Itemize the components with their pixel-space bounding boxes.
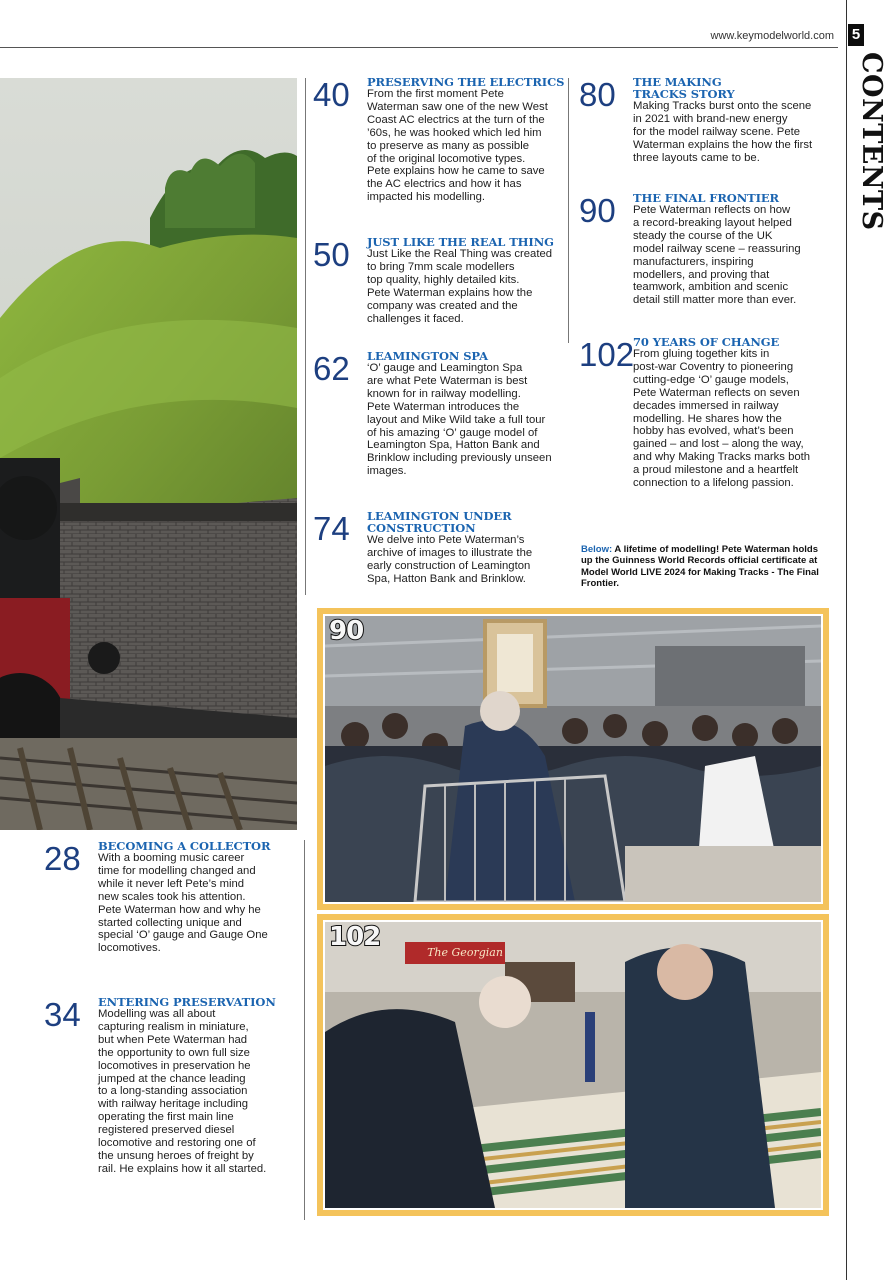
photo-guinness-certificate [323,614,823,904]
photo-caption [581,544,821,590]
column-rule-right [568,78,569,343]
column-rule-bottom [304,840,305,1220]
entry-description: Pete Waterman reflects on how a record-breaking layout helped steady the course of the UK model railway scene – reassuring manufacturers, inspiring modellers, and proving that teamwork, ambition and scenic detail still matter more than ever. [633,204,801,307]
entry-number: 74 [313,510,350,547]
entry-description: We delve into Pete Waterman’s archive of images to illustrate the early construction of Leamington Spa, Hatton Bank and Brinklow. [367,534,533,585]
entry-number: 28 [44,840,81,877]
entry-title: BECOMING A COLLECTOR [98,839,271,853]
contents-entry-28[interactable] [44,840,296,955]
section-label: CONTENTS [856,52,887,231]
photo-badge-90: 90 [329,616,364,646]
entry-description: From the first moment Pete Waterman saw one of the new West Coast AC electrics at the turn of the ’60s, he was hooked which led him to preserve as many as possible of the original locomotive types. Pete explains how he came to save the AC electrics and how it has impacted his modelling. [367,88,548,204]
website-url[interactable]: www.keymodelworld.com [710,30,834,42]
contents-entry-74[interactable] [313,510,565,586]
entry-number: 90 [579,192,616,229]
header-rule [0,47,838,48]
entry-number: 80 [579,76,616,113]
caption-text: A lifetime of modelling! Pete Waterman holds up the Guinness World Records official certificate at Model World LIVE 2024 for Making Tracks - The Final Frontier. [581,544,819,590]
caption-lead: Below: [581,544,613,555]
entry-title: THE FINAL FRONTIER [633,191,779,205]
contents-entry-40[interactable] [313,76,565,204]
shop-sign: The Georgian [427,946,503,959]
contents-entry-50[interactable] [313,236,565,325]
entry-title: 70 YEARS OF CHANGE [633,335,780,349]
page-number: 5 [848,24,864,46]
contents-entry-80[interactable] [579,76,841,165]
entry-title: PRESERVING THE ELECTRICS [367,75,565,89]
entry-number: 34 [44,996,81,1033]
entry-title: LEAMINGTON UNDER CONSTRUCTION [367,509,512,535]
entry-description: With a booming music career time for modelling changed and while it never left Pete’s mind new scales took his attention. Pete Waterman how and why he started collecting unique and special ‘O’ gauge and Gauge One locomotives. [98,852,268,955]
entry-description: From gluing together kits in post-war Coventry to pioneering cutting-edge ‘O’ gauge models, Pete Waterman reflects on seven decades immersed in railway modelling. He shares how the hobby has evolved, what’s been gained – and lost – along the way, and why Making Tracks marks both a proud milestone and a heartfelt connection to a lifelong passion. [633,348,811,490]
entry-title: THE MAKING TRACKS STORY [633,75,735,101]
entry-title: ENTERING PRESERVATION [98,995,276,1009]
contents-entry-34[interactable] [44,996,296,1176]
side-rule [846,0,847,1280]
entry-number: 40 [313,76,350,113]
contents-entry-90[interactable] [579,192,841,307]
entry-title: LEAMINGTON SPA [367,349,488,363]
contents-entry-102[interactable] [579,336,841,490]
entry-number: 62 [313,350,350,387]
photo-frame-102 [317,914,829,1216]
contents-entry-62[interactable] [313,350,565,478]
entry-description: Making Tracks burst onto the scene in 2021 with brand-new energy for the model railway scene. Pete Waterman explains the how the first three layouts came to be. [633,100,813,164]
entry-description: Modelling was all about capturing realism in miniature, but when Pete Waterman had the opportunity to own full size locomotives in preservation he jumped at the chance leading to a long-standing association with railway heritage including operating the first main line registered preserved diesel locomotive and restoring one of the unsung heroes of freight by rail. He explains how it all started. [98,1008,267,1175]
entry-number: 50 [313,236,350,273]
photo-frame-90 [317,608,829,910]
entry-description: Just Like the Real Thing was created to bring 7mm scale modellers top quality, highly detailed kits. Pete Waterman explains how the company was created and the challenges it faced. [367,248,553,325]
photo-layout-construction [323,920,823,1210]
photo-badge-102: 102 [329,922,381,952]
column-rule-middle [305,78,306,595]
hero-photo-locomotive [0,78,297,830]
entry-number: 102 [579,336,635,373]
entry-description: ‘O’ gauge and Leamington Spa are what Pete Waterman is best known for in railway modelling. Pete Waterman introduces the layout and Mike Wild take a full tour of his amazing ‘O’ gauge model of Leamington Spa, Hatton Bank and Brinklow including previously unseen images. [367,362,552,478]
entry-title: JUST LIKE THE REAL THING [367,235,554,249]
